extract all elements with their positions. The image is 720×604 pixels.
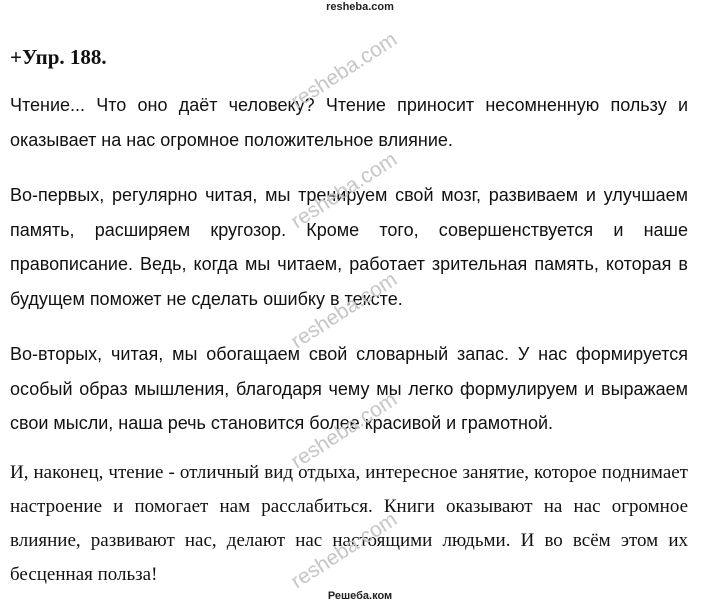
watermark: resheba.com xyxy=(286,387,402,474)
site-footer: Решеба.ком xyxy=(327,590,393,602)
watermark: resheba.com xyxy=(286,267,402,354)
site-header: resheba.com xyxy=(326,1,394,13)
paragraph-4: И, наконец, чтение - отличный вид отдыха, интересное занятие, которое поднимает настроение и помогает нам расслабиться. Книги оказывают на нас огромное влияние, развивают нас, делают нас настоящими людьми. И во всём этом их бесценная польза! xyxy=(10,461,688,585)
paragraph-2: Во-первых, регулярно читая, мы тренируем свой мозг, развиваем и улучшаем память, расширяем кругозор. Кроме того, совершенствуется и наше правописание. Ведь, когда мы читаем, работает зрительная память, которая в будущем поможет не сделать ошибку в тексте. xyxy=(10,185,688,309)
watermark: resheba.com xyxy=(286,507,402,594)
watermark: resheba.com xyxy=(286,27,402,114)
paragraph-3: Во-вторых, читая, мы обогащаем свой словарный запас. У нас формируется особый образ мышления, благодаря чему мы легко формулируем и выражаем свои мысли, наша речь становится более красивой и грамотной. xyxy=(10,344,688,433)
paragraph-1: Чтение... Что оно даёт человеку? Чтение приносит несомненную пользу и оказывает на нас огромное положительное влияние. xyxy=(10,95,688,150)
exercise-text xyxy=(10,88,688,592)
watermark: resheba.com xyxy=(286,147,402,234)
exercise-title: +Упр. 188. xyxy=(10,45,107,69)
